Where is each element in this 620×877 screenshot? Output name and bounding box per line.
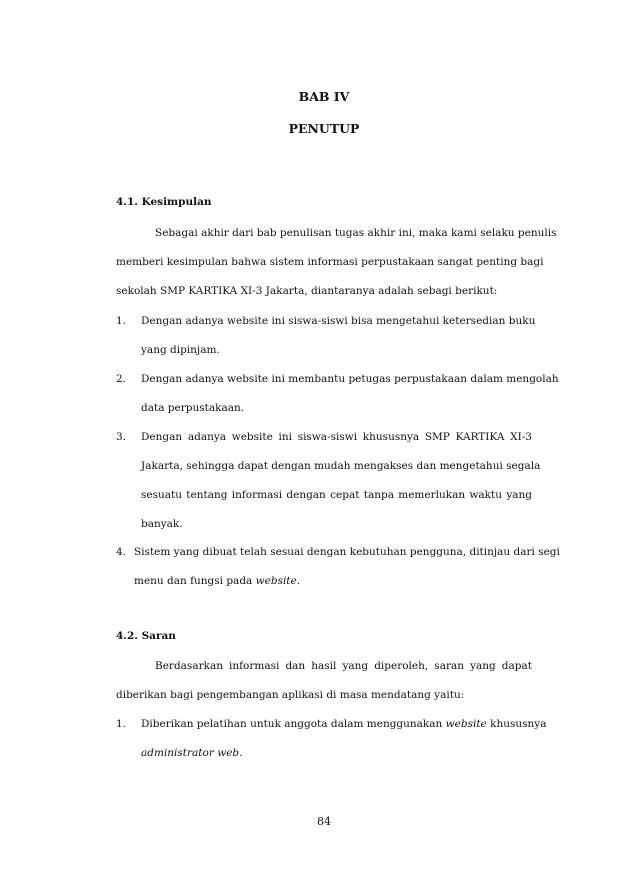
list-item-number: 1.: [116, 718, 127, 730]
section-heading-kesimpulan: 4.1. Kesimpulan: [116, 196, 212, 208]
text-span: .: [296, 575, 301, 587]
list-item-number: 4.: [116, 546, 127, 558]
list-item-number: 3.: [116, 431, 127, 443]
chapter-title: PENUTUP: [288, 121, 360, 136]
list-item-number: 1.: [116, 315, 127, 327]
list-item-line-text: Jakarta, sehingga dapat dengan mudah mengakses dan mengetahui segala: [141, 460, 541, 472]
chapter-label: BAB IV: [298, 89, 350, 104]
text-span: menu dan fungsi pada: [134, 575, 256, 587]
list-item-line: yang dipinjam.: [141, 344, 220, 356]
italic-term: administrator web: [141, 747, 240, 759]
list-item-line-text: Dengan adanya website ini siswa-siswi bisa mengetahui ketersedian buku: [141, 315, 536, 327]
paragraph-line: [155, 227, 557, 239]
list-item-line-text: Dengan adanya website ini siswa-siswi khususnya SMP KARTIKA XI-3: [141, 431, 532, 443]
text-span: khususnya: [486, 718, 547, 730]
list-item-line-text: Dengan adanya website ini membantu petugas perpustakaan dalam mengolah: [141, 373, 559, 385]
list-item-line: [141, 431, 532, 443]
paragraph-line-text: Berdasarkan informasi dan hasil yang diperoleh, saran yang dapat: [155, 660, 532, 672]
list-item-line: [141, 747, 532, 759]
list-item-line: [134, 546, 560, 558]
list-item-line: [141, 718, 547, 730]
list-item-line: banyak.: [141, 518, 183, 530]
list-item-line: [141, 460, 541, 472]
list-item-line: [141, 373, 559, 385]
paragraph-line: [116, 256, 544, 268]
list-item-line-text: Sistem yang dibuat telah sesuai dengan kebutuhan pengguna, ditinjau dari segi: [134, 546, 560, 558]
italic-term: website: [445, 718, 487, 730]
list-item-line: data perpustakaan.: [141, 402, 245, 414]
text-span: Diberikan pelatihan untuk anggota dalam menggunakan: [141, 718, 446, 730]
list-item-line-text: sesuatu tentang informasi dengan cepat tanpa memerlukan waktu yang: [141, 489, 532, 501]
text-span: .: [239, 747, 243, 759]
paragraph-line: [155, 660, 532, 672]
list-item-line: [141, 489, 532, 501]
list-item-line: [134, 575, 532, 587]
page-number: 84: [317, 815, 331, 828]
italic-term: website: [255, 575, 297, 587]
paragraph-line-text: memberi kesimpulan bahwa sistem informasi perpustakaan sangat penting bagi: [116, 256, 544, 268]
list-item-number: 2.: [116, 373, 127, 385]
paragraph-line: diberikan bagi pengembangan aplikasi di masa mendatang yaitu:: [116, 689, 465, 701]
paragraph-line: sekolah SMP KARTIKA XI-3 Jakarta, diantaranya adalah sebagi berikut:: [116, 285, 498, 297]
paragraph-line-text: Sebagai akhir dari bab penulisan tugas akhir ini, maka kami selaku penulis: [155, 227, 557, 239]
list-item-line: [141, 315, 536, 327]
section-heading-saran: 4.2. Saran: [116, 630, 176, 642]
